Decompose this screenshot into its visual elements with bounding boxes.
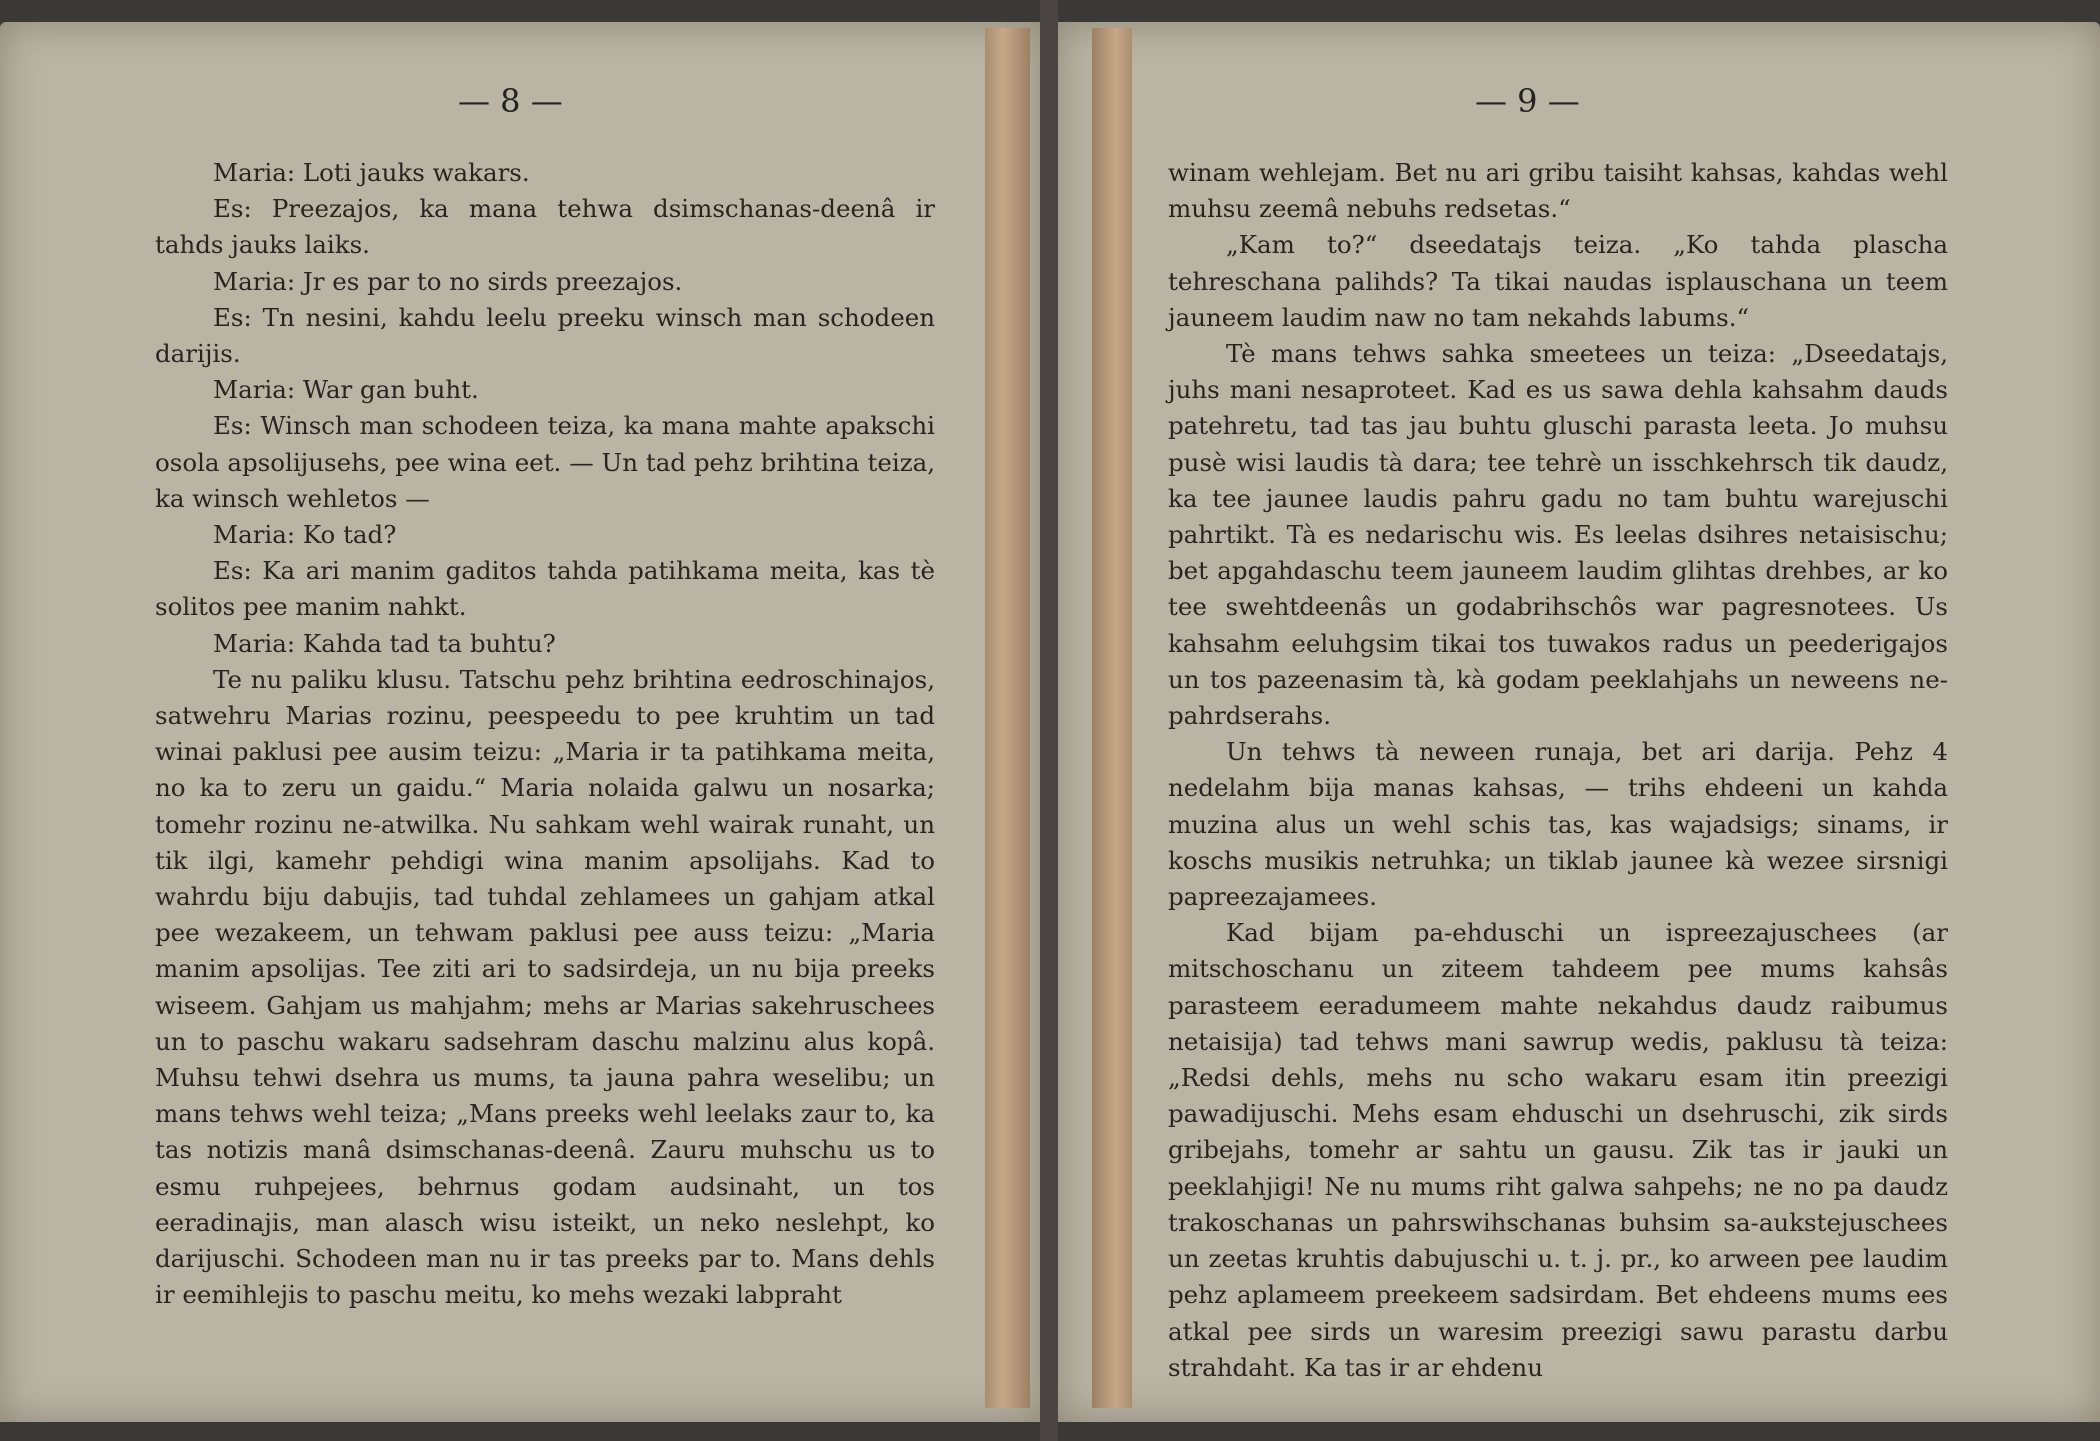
text-line: Es: Tn nesini, kahdu leelu preeku winsch man schodeen darijis. — [155, 302, 935, 369]
text-paragraph: Te nu paliku klusu. Tatschu pehz brihtina eedroschinajos, satwehru Marias rozinu, peespeedu to pee kruhtim un tad winai paklusi pee ausim teizu: „Maria ir ta patihkama meita, no ka to zeru un gaidu.“ Maria nolaida galwu un nosarka; tomehr rozinu ne-atwilka. Nu sahkam wehl wairak runaht, un tik ilgi, kamehr pehdigi wina manim apsolijahs. Kad to wahrdu biju dabujis, tad tuhdal zehlamees un gahjam atkal pee wezakeem, un tehwam paklusi pee auss teizu: „Maria manim apsolijas. Tee ziti ari to sadsirdeja, un nu bija preeks wiseem. Gahjam us mahjahm; mehs ar Marias sakehruschees un to paschu wakaru sadsehram daschu malzinu alus kopâ. Muhsu tehwi dsehra us mums, ta jauna pahra weselibu; un mans tehws wehl teiza; „Mans preeks wehl leelaks zaur to, ka tas notizis manâ dsimschanas-deenâ. Zauru muhschu us to esmu ruhpejees, behrnus godam audsinaht, un tos eeradinajis, man alasch wisu isteikt, un neko neslehpt, ko darijuschi. Schodeen man nu ir tas preeks par to. Mans dehls ir eemihlejis to paschu meitu, ko mehs wezaki labpraht — [155, 664, 935, 1310]
text-line: Es: Ka ari manim gaditos tahda patihkama meita, kas tè solitos pee manim nahkt. — [155, 556, 935, 622]
page-number-left: — 8 — — [458, 82, 563, 120]
text-line: Maria: Jr es par to no sirds preezajos. — [213, 266, 683, 296]
text-paragraph: Tè mans tehws sahka smeetees un teiza: „Dseedatajs, juhs mani nesaproteet. Kad es us sawa dehla kahsahm dauds patehretu, tad tas jau buhtu gluschi parasta leeta. Jo muhsu pusè wisi laudis tà dara; tee tehrè un isschkehrsch tik daudz, ka tee jaunee laudis pahru gadu no tam buhtu warejuschi pahrtikt. Tà es nedarischu wis. Es leelas dsihres netaisischu; bet apgahdaschu teem jauneem laudim glihtas drehbes, ar ko tee swehtdeenâs un godabrihschôs war pagresnotees. Us kahsahm eeluhgsim tikai tos tuwakos radus un peederigajos un tos pazeenasim tà, kà godam peeklahjahs un neweens ne-pahrdserahs. — [1168, 339, 1948, 731]
text-paragraph: „Kam to?“ dseedatajs teiza. „Ko tahda plascha tehreschana palihds? Ta tikai naudas isplauschana un teem jauneem laudim naw no tam nekahds labums.“ — [1168, 230, 1948, 332]
left-page-text — [155, 155, 935, 1314]
right-page-edge — [1092, 28, 1132, 1408]
left-page-edge — [985, 28, 1030, 1408]
page-number-right: — 9 — — [1475, 82, 1580, 120]
text-line: Maria: Kahda tad ta buhtu? — [213, 628, 556, 658]
text-line: Es: Winsch man schodeen teiza, ka mana mahte apakschi osola apsolijusehs, pee wina eet. — Un tad pehz brihtina teiza, ka winsch wehletos — — [155, 411, 935, 513]
text-paragraph: Kad bijam pa-ehduschi un ispreezajuschees (ar mitschoschanu un ziteem tahdeem pee mums kahsâs parasteem eeradumeem mahte nekahdus daudz raibumus netaisija) tad tehws mani sawrup wedis, paklusu tà teiza: „Redsi dehls, mehs nu scho wakaru esam itin preezigi pawadijuschi. Mehs esam ehduschi un dsehruschi, zik sirds gribejahs, tomehr ar sahtu un gausu. Zik tas ir jauki un peeklahjigi! Ne nu mums riht galwa sahpehs; ne no pa daudz trakoschanas un pahrswihschanas buhsim sa-aukstejuschees un zeetas kruhtis dabujuschi u. t. j. pr., ko arween pee laudim pehz aplameem preekeem sadsirdam. Bet ehdeens mums ees atkal pee sirds un waresim preezigi sawu parastu darbu strahdaht. Ka tas ir ar ehdenu — [1168, 918, 1948, 1382]
text-line: Maria: Loti jauks wakars. — [213, 158, 530, 187]
text-paragraph: winam wehlejam. Bet nu ari gribu taisiht kahsas, kahdas wehl muhsu zeemâ nebuhs redsetas.“ — [1168, 158, 1948, 224]
text-line: Maria: Ko tad? — [213, 520, 397, 550]
text-line: Es: Preezajos, ka mana tehwa dsimschanas-deenâ ir tahds jauks laiks. — [155, 194, 935, 260]
book-spine — [1040, 0, 1058, 1441]
text-line: Maria: War gan buht. — [213, 375, 479, 405]
text-paragraph: Un tehws tà neween runaja, bet ari darija. Pehz 4 nedelahm bija manas kahsas, — trihs ehdeeni un kahda muzina alus un wehl schis tas, kas wajadsigs; sinams, ir koschs musikis netruhka; un tiklab jaunee kà wezee sirsnigi papreezajamees. — [1168, 737, 1948, 912]
right-page-text — [1168, 155, 1948, 1386]
